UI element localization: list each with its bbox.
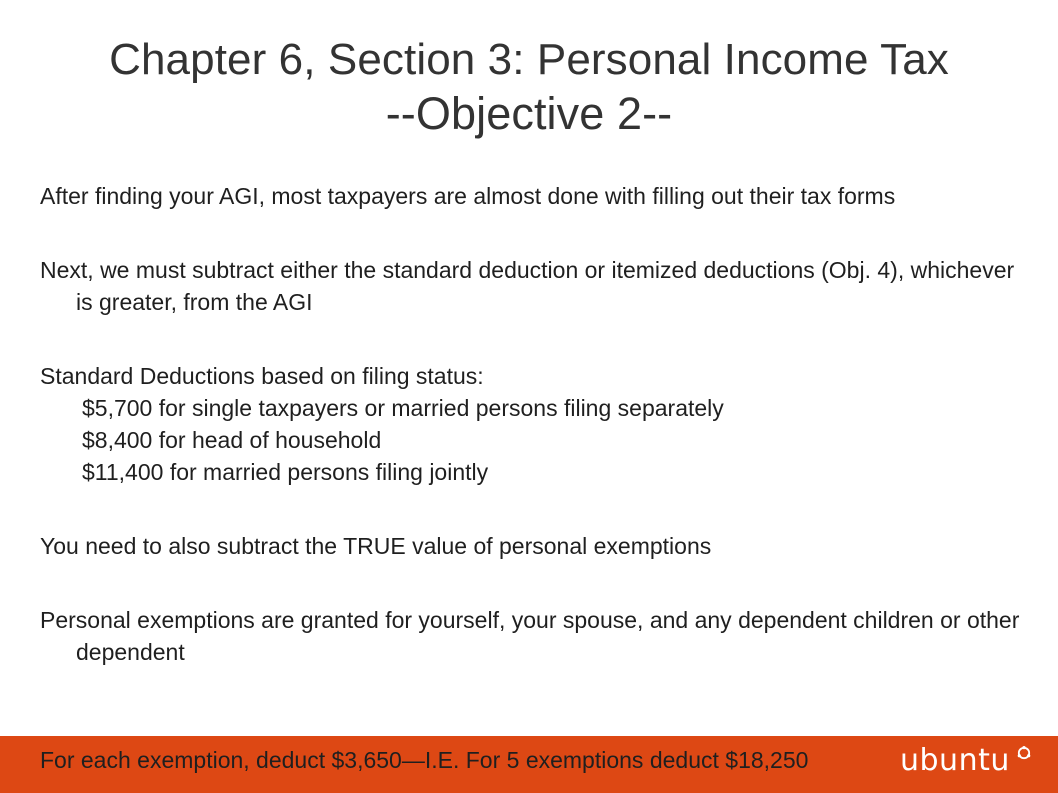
- paragraph-personal-exemptions: You need to also subtract the TRUE value of personal exemptions: [40, 533, 712, 559]
- deduction-item-head-of-household: $8,400 for head of household: [82, 427, 382, 453]
- paragraph-exemption-amount: For each exemption, deduct $3,650—I.E. For 5 exemptions deduct $18,250: [40, 747, 809, 773]
- slide-body: [40, 180, 1030, 668]
- paragraph-standard-deductions-heading: Standard Deductions based on filing status:: [40, 363, 484, 389]
- slide-title: [0, 34, 1058, 140]
- ubuntu-logo: [900, 740, 1032, 780]
- ubuntu-wordmark: ubuntu: [900, 742, 1010, 778]
- paragraph-agi: After finding your AGI, most taxpayers are almost done with filling out their tax forms: [40, 183, 896, 209]
- circle-of-friends-icon: [1016, 745, 1032, 761]
- paragraph-subtract-deduction: Next, we must subtract either the standard deduction or itemized deductions (Obj. 4), whichever is greater, from the AGI: [40, 257, 1015, 315]
- title-line-1: Chapter 6, Section 3: Personal Income Tax: [109, 35, 949, 84]
- paragraph-exemption-definition: Personal exemptions are granted for yourself, your spouse, and any dependent children or other dependent: [40, 607, 1020, 665]
- deduction-item-single: $5,700 for single taxpayers or married persons filing separately: [82, 395, 724, 421]
- title-line-2: --Objective 2--: [385, 88, 673, 139]
- deduction-item-married-jointly: $11,400 for married persons filing jointly: [82, 459, 489, 485]
